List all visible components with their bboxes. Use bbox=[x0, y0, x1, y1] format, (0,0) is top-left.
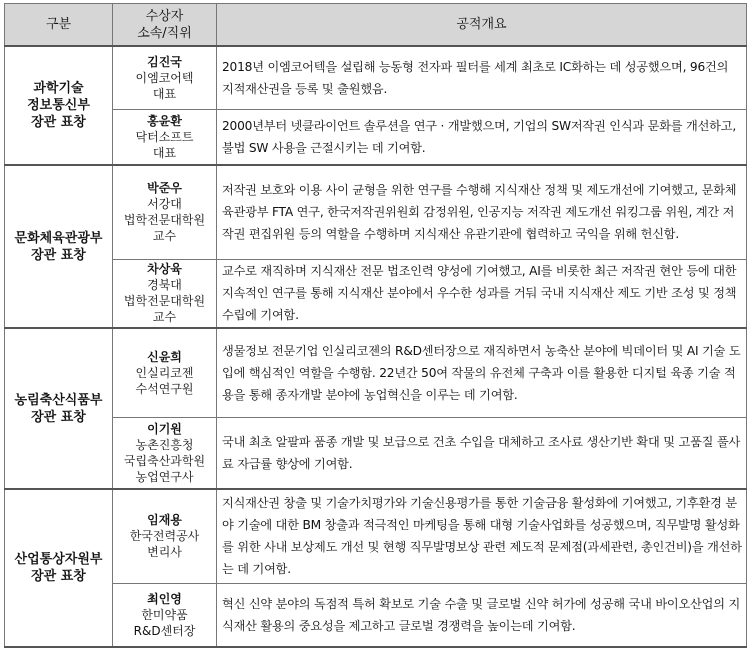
awardee-name: 신윤희 bbox=[147, 349, 182, 364]
table-row bbox=[5, 46, 747, 109]
awardee-cell bbox=[113, 489, 217, 583]
summary-cell: 혁신 신약 분야의 독점적 특허 확보로 기술 수출 및 글로벌 신약 허가에 성공해 국내 바이오산업의 지식재산 활용의 중요성을 제고하고 글로벌 경쟁력을 높이는데 기여함. bbox=[217, 583, 747, 647]
category-cell bbox=[5, 489, 113, 647]
awardee-affiliation: 농촌진흥청 bbox=[135, 437, 194, 452]
awardee-affiliation: 인실리코젠 bbox=[135, 365, 194, 380]
summary-cell: 생물정보 전문기업 인실리코젠의 R&D센터장으로 재직하면서 농축산 분야에 빅데이터 및 AI 기술 도입에 핵심적인 역할을 수행함. 22년간 50여 작물의 유전체 구축과 이를 활용한 디지털 육종 기술 적용을 통해 종자개발 분야에 농업혁신을 이루는 데 기여함. bbox=[217, 328, 747, 417]
awardee-name: 홍윤환 bbox=[147, 113, 182, 128]
awardee-cell bbox=[113, 109, 217, 165]
table-row bbox=[5, 417, 747, 489]
award-table bbox=[4, 3, 747, 648]
summary-cell: 교수로 재직하며 지식재산 전문 법조인력 양성에 기여했고, AI를 비롯한 최근 저작권 현안 등에 대한 지속적인 연구를 통해 지식재산 분야에서 우수한 성과를 거둬 국내 지식재산 제도 기반 조성 및 정책 수립에 기여함. bbox=[217, 259, 747, 328]
category-line: 산업통상자원부 bbox=[14, 552, 103, 567]
awardee-name: 임재용 bbox=[147, 513, 182, 528]
awardee-position: R&D센터장 bbox=[133, 623, 196, 638]
header-awardee bbox=[113, 4, 217, 47]
awardee-affiliation: 닥터소프트 bbox=[135, 129, 194, 144]
table-row bbox=[5, 109, 747, 165]
awardee-position: 대표 bbox=[152, 145, 177, 160]
awardee-cell bbox=[113, 328, 217, 417]
awardee-affiliation: 법학전문대학원 bbox=[123, 213, 206, 228]
awardee-position: 농업연구사 bbox=[135, 469, 194, 484]
awardee-position: 대표 bbox=[152, 86, 177, 101]
category-cell bbox=[5, 328, 113, 489]
category-cell bbox=[5, 165, 113, 328]
summary-cell: 2018년 이엠코어텍을 설립해 능동형 전자파 필터를 세계 최초로 IC화하는 데 성공했으며, 96건의 지적재산권을 등록 및 출원했음. bbox=[217, 46, 747, 109]
header-summary: 공적개요 bbox=[217, 4, 747, 47]
category-cell bbox=[5, 46, 113, 165]
awardee-name: 박준우 bbox=[147, 181, 182, 196]
award-table-container bbox=[4, 3, 746, 648]
awardee-name: 이기원 bbox=[147, 421, 182, 436]
awardee-cell bbox=[113, 583, 217, 647]
category-line: 장관 표창 bbox=[31, 569, 86, 584]
header-awardee-title: 수상자 bbox=[145, 8, 184, 24]
awardee-cell bbox=[113, 417, 217, 489]
awardee-affiliation: 경북대 bbox=[147, 278, 182, 293]
awardee-name: 최인영 bbox=[147, 591, 182, 606]
summary-cell: 지식재산권 창출 및 기술가치평가와 기술신용평가를 통한 기술금융 활성화에 기여했고, 기후환경 분야 기술에 대한 BM 창출과 적극적인 마케팅을 통해 대형 기술사업화를 성공했으며, 직무발명 활성화를 위한 사내 보상제도 개선 및 현행 직무발명보상 관련 제도적 문제점(과세관련, 총인건비)을 개선하는 데 기여함. bbox=[217, 489, 747, 583]
table-row bbox=[5, 165, 747, 259]
category-line: 장관 표창 bbox=[31, 247, 86, 263]
awardee-cell bbox=[113, 165, 217, 259]
header-row bbox=[5, 4, 747, 47]
awardee-name: 김진국 bbox=[147, 54, 182, 69]
awardee-affiliation: 법학전문대학원 bbox=[123, 294, 206, 309]
header-awardee-subtitle: 소속/직위 bbox=[137, 25, 192, 41]
awardee-cell bbox=[113, 259, 217, 328]
summary-cell: 2000년부터 넷클라이언트 솔루션을 연구 · 개발했으며, 기업의 SW저작권 인식과 문화를 개선하고, 불법 SW 사용을 근절시키는 데 기여함. bbox=[217, 109, 747, 165]
category-line: 과학기술 bbox=[33, 81, 84, 96]
summary-cell: 저작권 보호와 이용 사이 균형을 위한 연구를 수행해 지식재산 정책 및 제도개선에 기여했고, 문화체육관광부 FTA 연구, 한국저작권위원회 감정위원, 인공지능 저작권 제도개선 워킹그룹 위원, 계간 저작권 편집위원 등의 역할을 수행하며 지식재산 유관기관에 협력하고 국익을 위해 헌신함. bbox=[217, 165, 747, 259]
header-category: 구분 bbox=[5, 4, 113, 47]
category-line: 정보통신부 bbox=[27, 98, 90, 113]
table-row bbox=[5, 259, 747, 328]
category-line: 문화체육관광부 bbox=[14, 230, 103, 246]
table-row bbox=[5, 328, 747, 417]
category-line: 농림축산식품부 bbox=[14, 392, 103, 408]
table-row bbox=[5, 489, 747, 583]
awardee-affiliation: 국립축산과학원 bbox=[123, 453, 206, 468]
category-line: 장관 표창 bbox=[31, 409, 86, 425]
category-line: 장관 표창 bbox=[31, 115, 86, 130]
awardee-cell bbox=[113, 46, 217, 109]
awardee-affiliation: 이엠코어텍 bbox=[135, 70, 194, 85]
awardee-affiliation: 한국전력공사 bbox=[129, 529, 200, 544]
table-row bbox=[5, 583, 747, 647]
awardee-affiliation: 서강대 bbox=[147, 197, 182, 212]
summary-cell: 국내 최초 알팔파 품종 개발 및 보급으로 건초 수입을 대체하고 조사료 생산기반 확대 및 고품질 풀사료 자급률 향상에 기여함. bbox=[217, 417, 747, 489]
awardee-position: 교수 bbox=[152, 310, 177, 325]
awardee-affiliation: 한미약품 bbox=[141, 607, 188, 622]
awardee-position: 변리사 bbox=[147, 545, 182, 560]
awardee-name: 차상육 bbox=[147, 262, 182, 277]
awardee-position: 수석연구원 bbox=[135, 381, 194, 396]
awardee-position: 교수 bbox=[152, 229, 177, 244]
